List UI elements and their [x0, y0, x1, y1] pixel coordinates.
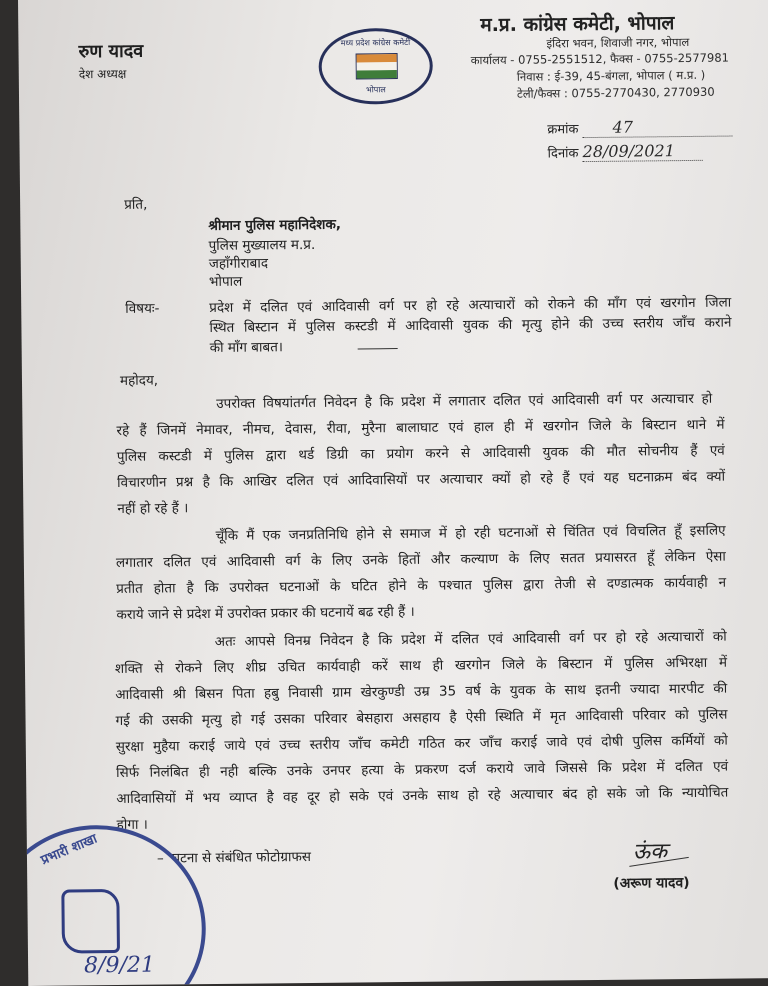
- salutation: महोदय,: [119, 372, 159, 389]
- paragraph-1-line: नहीं हो रहे हैं ।: [117, 500, 189, 517]
- stamp-text: प्रभारी शाखा: [38, 831, 100, 869]
- kramank-row: [547, 117, 732, 139]
- enclosure-text: घटना से संबंधित फोटोग्राफस: [171, 848, 312, 867]
- org-address: इंदिरा भवन, शिवाजी नगर, भोपाल: [546, 34, 690, 51]
- seal-top-text: मध्य प्रदेश कांग्रेस कमेटी: [340, 37, 411, 48]
- paragraph-3-line: सुरक्षा मुहैया कराई जाये एवं उच्च स्तरीय जाँच कमेटी गठित कर जाँच कराई जावे एवं दोषी पुलिस कर्मियों को: [115, 732, 728, 756]
- letter-page: [18, 0, 768, 986]
- residence-address: निवास : ई-39, 45-बंगला, भोपाल ( म.प्र. ): [516, 67, 706, 84]
- paragraph-1-line: विचारणीन प्रश्न है कि आखिर दलित एवं आदिवासियों पर अत्याचार क्यों हो रहे हैं एवं यह घटनाक्रम बंद क्यों: [116, 468, 726, 491]
- paragraph-2-line: प्रतीत होता है कि उपरोक्त घटनाओं के घटित होने के पश्चात पुलिस द्वारा तेजी से दण्डात्मक कार्यवाही न: [116, 574, 727, 598]
- subject-divider: [358, 348, 398, 349]
- paragraph-3-line: गई की उसकी मृत्यु हो गई उसका परिवार बेसहारा असहाय है ऐसी स्थिति में मृत आदिवासी परिवार को पुलिस: [115, 706, 728, 730]
- prati-label: प्रति,: [124, 196, 148, 213]
- kramank-label: क्रमांक: [547, 122, 579, 138]
- paragraph-3-line: सिर्फ निलंबित ही नही बल्कि उनके उनपर हत्या के प्रकरण दर्ज कराये जावे जिससे कि प्रदेश में दलित एवं: [116, 758, 729, 782]
- dinank-value: 28/09/2021: [583, 141, 703, 162]
- stamp-initials-mark: [61, 889, 120, 954]
- subject-line-2: स्थित बिस्टान में पुलिस कस्टडी में आदिवासी युवक की मृत्यु होने की उच्च स्तरीय जाँच कराने: [209, 314, 732, 337]
- paragraph-2-line: कराये जाने से प्रदेश में उपरोक्त प्रकार की घटनायें बढ रही हैं ।: [116, 603, 415, 624]
- paragraph-3-line: शक्ति से रोकने लिए शीघ्र उचित कार्यवाही करें साथ ही खरगोन जिले के बिस्टान में पुलिस अभिरक्षा में: [114, 654, 728, 678]
- enclosure-line: – घटना से संबंधित फोटोग्राफस: [156, 848, 312, 867]
- paragraph-3-line: आदिवासी श्री बिसन पिता हबु निवासी ग्राम खेरकुण्डी उम्र 35 वर्ष के युवक के साथ इतनी ज्यादा मारपीट की: [115, 680, 728, 704]
- dinank-label: दिनांक: [547, 146, 579, 162]
- paragraph-1-line: उपरोक्त विषयांतर्गत निवेदन है कि प्रदेश में लगातार दलित एवं आदिवासी वर्ग पर अत्याचार हो: [216, 390, 713, 412]
- letterhead-left-role: देश अध्यक्ष: [78, 66, 127, 82]
- subject-line-1: प्रदेश में दलित एवं आदिवासी वर्ग पर हो रहे अत्याचारों को रोकने की माँग एवं खरगोन जिला: [209, 294, 732, 317]
- subject-label: विषयः-: [125, 300, 160, 317]
- letterhead-left-name: रुण यादव: [78, 40, 144, 63]
- tel-fax: टेली/फैक्स : 0755-2770430, 2770930: [516, 84, 715, 101]
- addressee-line-2: पुलिस मुख्यालय म.प्र.: [208, 236, 316, 255]
- office-phone: कार्यालय - 0755-2551512, फैक्स - 0755-2577981: [470, 50, 729, 68]
- dinank-row: [548, 141, 703, 163]
- paragraph-1-line: रहे हैं जिनमें नेमावर, नीमच, देवास, रीवा, मुरैना बालाघाट एवं हाल ही में खरगोन जिले के बिस्टान थाने में: [116, 416, 725, 439]
- org-title: म.प्र. कांग्रेस कमेटी, भोपाल: [480, 12, 675, 37]
- paragraph-3-line: होगा ।: [116, 816, 148, 834]
- paragraph-3-line: अतः आपसे विनम्र निवेदन है कि प्रदेश में दलित एवं आदिवासी वर्ग पर हो रहे अत्याचारों को: [214, 628, 727, 650]
- paragraph-1-line: पुलिस कस्टडी में पुलिस द्वारा थर्ड डिग्री का प्रयोग करने से आदिवासी युवक की मौत सोचनीय हैं एवं: [116, 442, 725, 465]
- paragraph-3-line: आदिवासियों में भय व्याप्त है वह दूर हो सके एवं उनके साथ हो रहे अत्याचार बंद हो सके जो कि न्यायोचित: [116, 784, 729, 808]
- addressee-line-1: श्रीमान पुलिस महानिदेशक,: [208, 216, 342, 235]
- signature-scrawl: ऊंक: [632, 839, 668, 865]
- signatory-name: (अरूण यादव): [613, 875, 690, 892]
- paragraph-2-line: लगातार दलित एवं आदिवासी वर्ग के लिए उनके हितों और कल्याण के लिए सतत प्रयासरत हूँ लेकिन ऐसा: [115, 548, 726, 572]
- addressee-line-4: भोपाल: [208, 273, 243, 291]
- stamp-date: 8/9/21: [83, 952, 156, 979]
- flag-icon: [356, 53, 398, 79]
- addressee-line-3: जहाँगीराबाद: [208, 255, 269, 273]
- party-seal: [318, 28, 433, 105]
- subject-line-3: की माँग बाबत।: [209, 339, 284, 357]
- seal-bottom-text: भोपाल: [366, 85, 386, 95]
- paragraph-2-line: चूँकि मैं एक जनप्रतिनिधि होने से समाज में हो रही घटनाओं से चिंतित एवं विचलित हूँ इसलिए: [215, 522, 726, 544]
- kramank-value: 47: [583, 117, 733, 139]
